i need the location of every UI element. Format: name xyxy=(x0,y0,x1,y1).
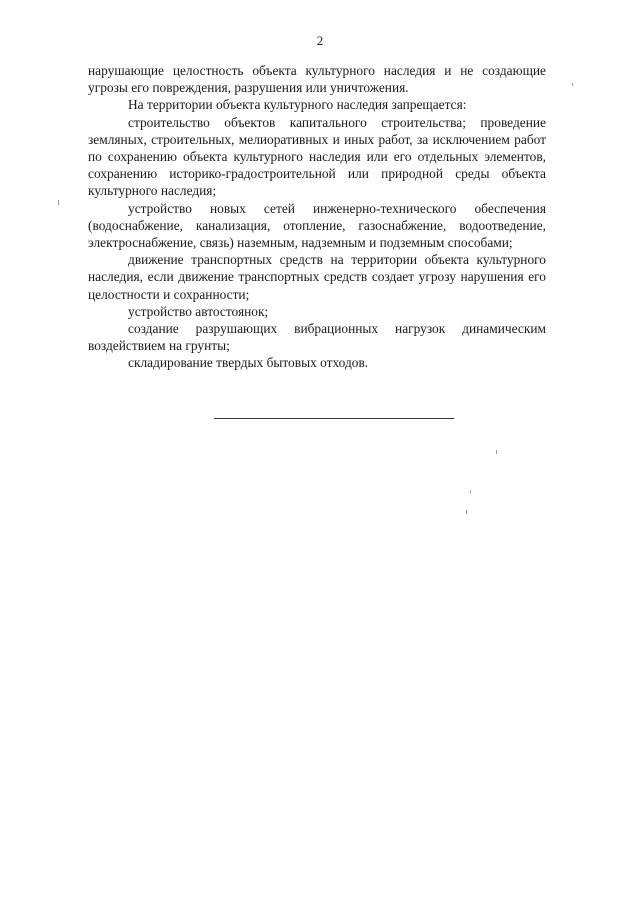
paragraph-4: устройство новых сетей инженерно-технического обеспечения (водоснабжение, канализация, отопление, газоснабжение, водоотведение, электроснабжение, связь) наземным, надземным и подземным способами; xyxy=(88,200,546,251)
scan-speck xyxy=(496,450,497,454)
paragraph-1: нарушающие целостность объекта культурного наследия и не создающие угрозы его повреждения, разрушения или уничтожения. xyxy=(88,63,546,96)
scan-speck xyxy=(470,490,471,493)
page-number: 2 xyxy=(316,33,324,48)
paragraph-8: складирование твердых бытовых отходов. xyxy=(128,355,369,371)
closing-rule xyxy=(214,418,454,419)
paragraph-2: На территории объекта культурного наследия запрещается: xyxy=(128,97,467,113)
scan-speck xyxy=(572,83,573,86)
paragraph-3: строительство объектов капитального строительства; проведение земляных, строительных, мелиоративных и иных работ, за исключением работ по сохранению объекта культурного наследия или его отдельных элементов, сохранению историко-градостроительной или природной среды объекта культурного наследия; xyxy=(88,114,546,199)
paragraph-6: устройство автостоянок; xyxy=(128,303,269,319)
scan-speck xyxy=(466,510,467,514)
document-body xyxy=(88,62,546,372)
scan-speck xyxy=(58,200,59,205)
paragraph-7: создание разрушающих вибрационных нагрузок динамическим воздействием на грунты; xyxy=(88,321,546,354)
paragraph-5: движение транспортных средств на территории объекта культурного наследия, если движение транспортных средств создает угрозу нарушения его целостности и сохранности; xyxy=(88,252,546,302)
